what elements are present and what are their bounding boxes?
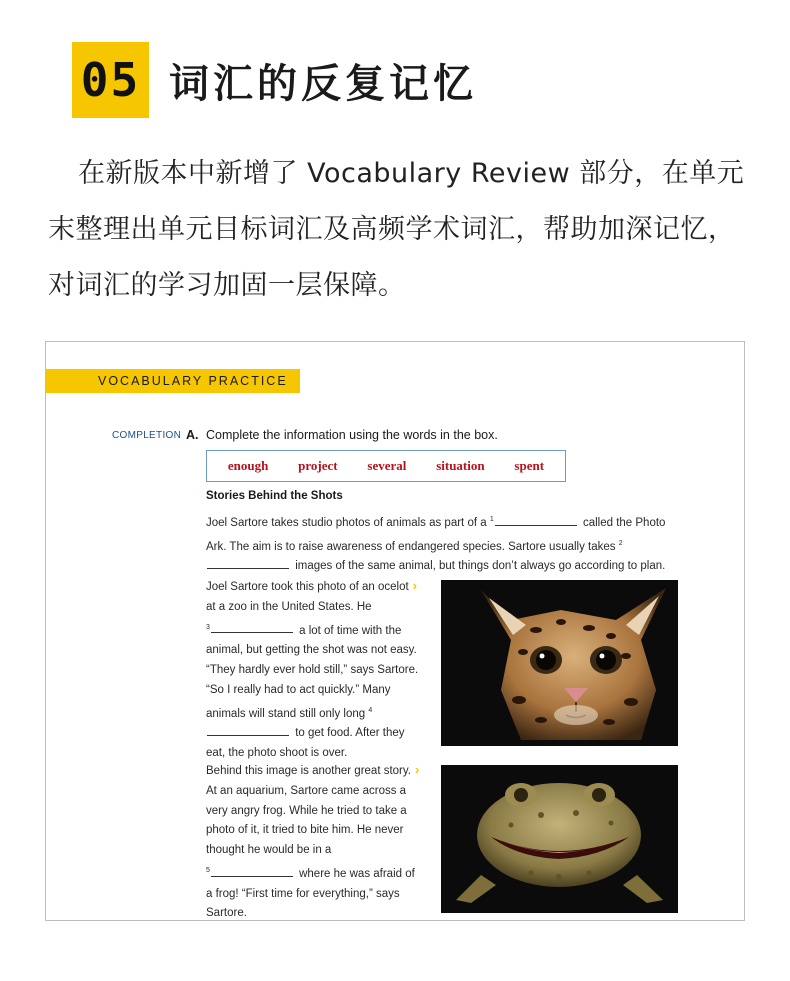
section-title: 词汇的反复记忆 <box>169 60 477 107</box>
word-situation: situation <box>436 458 485 473</box>
word-several: several <box>367 458 407 473</box>
intro-text: 在新版本中新增了 Vocabulary Review 部分，在单元末整理出单元目标词汇及高频学术词汇，帮助加深记忆，对词汇的学习加固一层保障。 <box>48 158 745 301</box>
ocelot-photo <box>441 580 678 746</box>
frog-photo <box>441 765 678 913</box>
blank-5[interactable] <box>211 867 293 877</box>
frog-illustration <box>441 765 678 913</box>
section-number-badge: 05 <box>72 42 149 118</box>
word-box <box>206 450 566 482</box>
paragraph-frog <box>206 760 421 921</box>
section-header <box>72 42 477 118</box>
para3-text-a: Behind this image is another great story. <box>206 765 411 777</box>
ocelot-illustration <box>441 580 678 746</box>
blank-4[interactable] <box>207 726 289 736</box>
word-spent: spent <box>514 458 545 473</box>
para2-text-b: at a zoo in the United States. He <box>206 600 372 613</box>
para2-text-c: a lot of time with the animal, but getting the shot was not easy. “They hardly ever hold still,” says Sartore. “So I really had to act quickly.” Many animals will stand still only long <box>206 624 419 720</box>
textbook-page-preview <box>45 341 745 921</box>
paragraph-intro <box>206 510 686 577</box>
question-label: A. <box>186 428 199 442</box>
completion-tag: COMPLETION <box>112 430 182 441</box>
vocabulary-practice-banner: VOCABULARY PRACTICE <box>46 369 300 393</box>
para2-text-a: Joel Sartore took this photo of an ocelot <box>206 581 409 593</box>
blank-3[interactable] <box>211 623 293 633</box>
story-title: Stories Behind the Shots <box>206 490 343 502</box>
para3-text-b: At an aquarium, Sartore came across a very angry frog. While he tried to take a photo of it, it tried to bite him. He never thought he would be in a <box>206 784 407 857</box>
blank-number-2: 2 <box>618 539 623 547</box>
blank-number-5: 5 <box>206 866 210 874</box>
blank-number-4: 4 <box>368 706 373 714</box>
question-text: Complete the information using the words in the box. <box>206 428 498 442</box>
pointer-arrow-icon: › <box>414 762 420 777</box>
blank-number-1: 1 <box>489 516 494 523</box>
word-project: project <box>298 458 338 473</box>
blank-1[interactable] <box>495 516 577 526</box>
pointer-arrow-icon: › <box>412 578 417 593</box>
para1-text-c: images of the same animal, but things don’t always go according to plan. <box>295 560 666 573</box>
intro-paragraph <box>48 146 748 314</box>
para1-text-b: called the Photo Ark. The aim is to raise awareness of endangered species. Sartore usually takes <box>206 516 666 553</box>
paragraph-ocelot <box>206 576 426 764</box>
para2-text-d: to get food. After they eat, the photo shoot is over. <box>206 727 405 760</box>
word-enough: enough <box>227 458 269 473</box>
para1-text-a: Joel Sartore takes studio photos of animals as part of a <box>206 516 487 529</box>
para3-text-c: where he was afraid of a frog! “First time for everything,” says Sartore. <box>206 867 415 920</box>
blank-number-3: 3 <box>206 623 210 631</box>
blank-2[interactable] <box>207 559 289 569</box>
